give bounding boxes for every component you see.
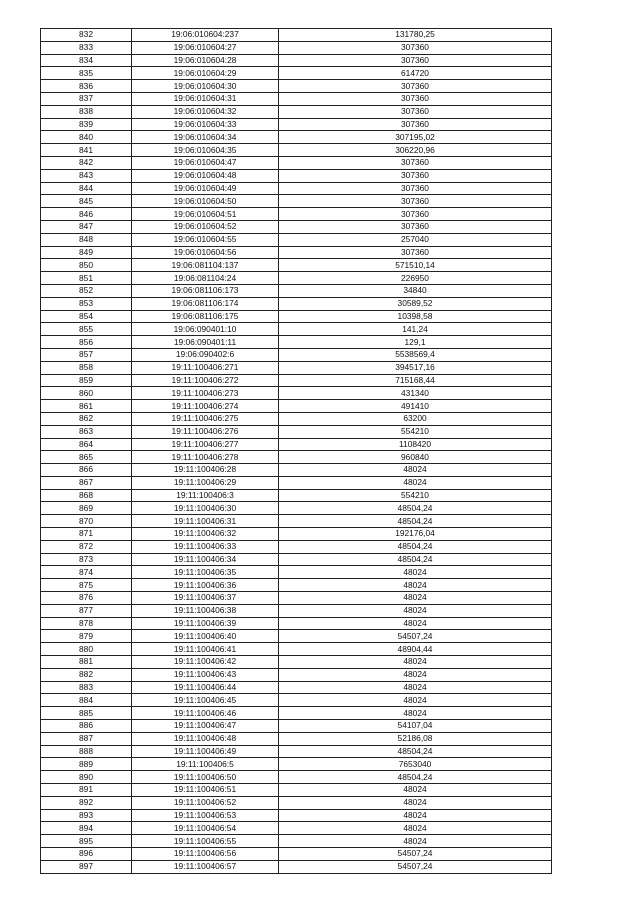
row-number-cell: 891 <box>41 784 132 797</box>
table-row <box>41 656 552 669</box>
row-number-cell: 865 <box>41 451 132 464</box>
row-number-cell: 853 <box>41 297 132 310</box>
value-cell: 48904,44 <box>279 643 552 656</box>
cadastral-number-cell: 19:06:090401:10 <box>132 323 279 336</box>
table-row <box>41 220 552 233</box>
table-row <box>41 720 552 733</box>
table-row <box>41 848 552 861</box>
cadastral-number-cell: 19:06:010604:52 <box>132 220 279 233</box>
value-cell: 48024 <box>279 796 552 809</box>
table-row <box>41 195 552 208</box>
cadastral-number-cell: 19:11:100406:50 <box>132 771 279 784</box>
table-row <box>41 208 552 221</box>
row-number-cell: 839 <box>41 118 132 131</box>
cadastral-number-cell: 19:11:100406:44 <box>132 681 279 694</box>
value-cell: 307360 <box>279 156 552 169</box>
cadastral-number-cell: 19:11:100406:30 <box>132 502 279 515</box>
value-cell: 48504,24 <box>279 553 552 566</box>
value-cell: 54507,24 <box>279 848 552 861</box>
value-cell: 307360 <box>279 80 552 93</box>
table-row <box>41 310 552 323</box>
table-row <box>41 784 552 797</box>
row-number-cell: 849 <box>41 246 132 259</box>
table-row <box>41 732 552 745</box>
value-cell: 48024 <box>279 566 552 579</box>
cadastral-number-cell: 19:11:100406:45 <box>132 694 279 707</box>
row-number-cell: 861 <box>41 400 132 413</box>
table-row <box>41 156 552 169</box>
value-cell: 48024 <box>279 476 552 489</box>
cadastral-number-cell: 19:11:100406:28 <box>132 464 279 477</box>
value-cell: 48024 <box>279 694 552 707</box>
row-number-cell: 873 <box>41 553 132 566</box>
value-cell: 491410 <box>279 400 552 413</box>
row-number-cell: 838 <box>41 105 132 118</box>
row-number-cell: 855 <box>41 323 132 336</box>
table-row <box>41 118 552 131</box>
table-row <box>41 336 552 349</box>
cadastral-number-cell: 19:06:010604:48 <box>132 169 279 182</box>
cadastral-number-cell: 19:06:010604:47 <box>132 156 279 169</box>
row-number-cell: 850 <box>41 259 132 272</box>
cadastral-number-cell: 19:06:081106:174 <box>132 297 279 310</box>
table-row <box>41 246 552 259</box>
value-cell: 307360 <box>279 118 552 131</box>
cadastral-number-cell: 19:11:100406:35 <box>132 566 279 579</box>
table-row <box>41 668 552 681</box>
value-cell: 307195,02 <box>279 131 552 144</box>
value-cell: 48504,24 <box>279 515 552 528</box>
row-number-cell: 896 <box>41 848 132 861</box>
row-number-cell: 860 <box>41 387 132 400</box>
row-number-cell: 837 <box>41 92 132 105</box>
row-number-cell: 841 <box>41 144 132 157</box>
cadastral-number-cell: 19:06:010604:30 <box>132 80 279 93</box>
row-number-cell: 895 <box>41 835 132 848</box>
cadastral-number-cell: 19:06:010604:35 <box>132 144 279 157</box>
row-number-cell: 868 <box>41 489 132 502</box>
table-row <box>41 412 552 425</box>
value-cell: 307360 <box>279 169 552 182</box>
table-row <box>41 131 552 144</box>
value-cell: 307360 <box>279 92 552 105</box>
table-row <box>41 579 552 592</box>
value-cell: 431340 <box>279 387 552 400</box>
row-number-cell: 893 <box>41 809 132 822</box>
value-cell: 715168,44 <box>279 374 552 387</box>
cadastral-number-cell: 19:06:010604:32 <box>132 105 279 118</box>
row-number-cell: 889 <box>41 758 132 771</box>
cadastral-number-cell: 19:11:100406:39 <box>132 617 279 630</box>
row-number-cell: 845 <box>41 195 132 208</box>
cadastral-number-cell: 19:11:100406:54 <box>132 822 279 835</box>
row-number-cell: 851 <box>41 272 132 285</box>
value-cell: 307360 <box>279 208 552 221</box>
value-cell: 306220,96 <box>279 144 552 157</box>
value-cell: 48024 <box>279 656 552 669</box>
table-row <box>41 297 552 310</box>
row-number-cell: 883 <box>41 681 132 694</box>
cadastral-number-cell: 19:11:100406:57 <box>132 860 279 873</box>
cadastral-number-cell: 19:11:100406:32 <box>132 528 279 541</box>
cadastral-number-cell: 19:06:010604:34 <box>132 131 279 144</box>
cadastral-number-cell: 19:11:100406:38 <box>132 604 279 617</box>
cadastral-number-cell: 19:11:100406:51 <box>132 784 279 797</box>
row-number-cell: 857 <box>41 348 132 361</box>
cadastral-number-cell: 19:11:100406:46 <box>132 707 279 720</box>
value-cell: 48024 <box>279 592 552 605</box>
table-row <box>41 400 552 413</box>
value-cell: 54107,04 <box>279 720 552 733</box>
table-row <box>41 476 552 489</box>
row-number-cell: 854 <box>41 310 132 323</box>
value-cell: 48024 <box>279 681 552 694</box>
row-number-cell: 881 <box>41 656 132 669</box>
table-row <box>41 489 552 502</box>
records-table-body <box>41 29 552 874</box>
cadastral-number-cell: 19:06:090402:6 <box>132 348 279 361</box>
table-row <box>41 835 552 848</box>
row-number-cell: 832 <box>41 29 132 42</box>
value-cell: 554210 <box>279 425 552 438</box>
value-cell: 48024 <box>279 668 552 681</box>
value-cell: 571510,14 <box>279 259 552 272</box>
table-row <box>41 822 552 835</box>
table-row <box>41 617 552 630</box>
row-number-cell: 880 <box>41 643 132 656</box>
row-number-cell: 884 <box>41 694 132 707</box>
table-row <box>41 630 552 643</box>
table-row <box>41 553 552 566</box>
row-number-cell: 876 <box>41 592 132 605</box>
value-cell: 1108420 <box>279 438 552 451</box>
row-number-cell: 866 <box>41 464 132 477</box>
value-cell: 141,24 <box>279 323 552 336</box>
row-number-cell: 859 <box>41 374 132 387</box>
value-cell: 257040 <box>279 233 552 246</box>
cadastral-number-cell: 19:11:100406:29 <box>132 476 279 489</box>
value-cell: 131780,25 <box>279 29 552 42</box>
value-cell: 5538569,4 <box>279 348 552 361</box>
row-number-cell: 840 <box>41 131 132 144</box>
value-cell: 394517,16 <box>279 361 552 374</box>
cadastral-number-cell: 19:11:100406:276 <box>132 425 279 438</box>
value-cell: 48024 <box>279 835 552 848</box>
value-cell: 307360 <box>279 105 552 118</box>
table-row <box>41 374 552 387</box>
table-row <box>41 566 552 579</box>
cadastral-number-cell: 19:11:100406:40 <box>132 630 279 643</box>
cadastral-number-cell: 19:06:081106:173 <box>132 284 279 297</box>
cadastral-number-cell: 19:11:100406:37 <box>132 592 279 605</box>
cadastral-number-cell: 19:06:081104:137 <box>132 259 279 272</box>
table-row <box>41 758 552 771</box>
table-row <box>41 92 552 105</box>
records-table <box>40 28 552 874</box>
table-row <box>41 694 552 707</box>
table-row <box>41 272 552 285</box>
value-cell: 554210 <box>279 489 552 502</box>
table-row <box>41 67 552 80</box>
cadastral-number-cell: 19:06:010604:31 <box>132 92 279 105</box>
row-number-cell: 835 <box>41 67 132 80</box>
value-cell: 48024 <box>279 822 552 835</box>
cadastral-number-cell: 19:11:100406:274 <box>132 400 279 413</box>
row-number-cell: 848 <box>41 233 132 246</box>
cadastral-number-cell: 19:11:100406:277 <box>132 438 279 451</box>
cadastral-number-cell: 19:11:100406:49 <box>132 745 279 758</box>
cadastral-number-cell: 19:06:010604:56 <box>132 246 279 259</box>
value-cell: 63200 <box>279 412 552 425</box>
table-row <box>41 182 552 195</box>
value-cell: 960840 <box>279 451 552 464</box>
value-cell: 48024 <box>279 784 552 797</box>
cadastral-number-cell: 19:11:100406:278 <box>132 451 279 464</box>
table-row <box>41 41 552 54</box>
table-row <box>41 144 552 157</box>
table-row <box>41 438 552 451</box>
value-cell: 307360 <box>279 195 552 208</box>
cadastral-number-cell: 19:06:081106:175 <box>132 310 279 323</box>
cadastral-number-cell: 19:11:100406:36 <box>132 579 279 592</box>
cadastral-number-cell: 19:06:010604:29 <box>132 67 279 80</box>
table-row <box>41 771 552 784</box>
value-cell: 10398,58 <box>279 310 552 323</box>
cadastral-number-cell: 19:11:100406:271 <box>132 361 279 374</box>
row-number-cell: 871 <box>41 528 132 541</box>
table-row <box>41 604 552 617</box>
table-row <box>41 425 552 438</box>
row-number-cell: 864 <box>41 438 132 451</box>
row-number-cell: 887 <box>41 732 132 745</box>
table-row <box>41 29 552 42</box>
cadastral-number-cell: 19:11:100406:53 <box>132 809 279 822</box>
table-row <box>41 387 552 400</box>
value-cell: 52186,08 <box>279 732 552 745</box>
row-number-cell: 843 <box>41 169 132 182</box>
value-cell: 226950 <box>279 272 552 285</box>
row-number-cell: 856 <box>41 336 132 349</box>
row-number-cell: 862 <box>41 412 132 425</box>
value-cell: 192176,04 <box>279 528 552 541</box>
row-number-cell: 842 <box>41 156 132 169</box>
table-row <box>41 105 552 118</box>
value-cell: 129,1 <box>279 336 552 349</box>
table-row <box>41 592 552 605</box>
cadastral-number-cell: 19:11:100406:31 <box>132 515 279 528</box>
row-number-cell: 847 <box>41 220 132 233</box>
cadastral-number-cell: 19:11:100406:272 <box>132 374 279 387</box>
value-cell: 307360 <box>279 54 552 67</box>
row-number-cell: 877 <box>41 604 132 617</box>
cadastral-number-cell: 19:06:090401:11 <box>132 336 279 349</box>
cadastral-number-cell: 19:11:100406:273 <box>132 387 279 400</box>
row-number-cell: 858 <box>41 361 132 374</box>
value-cell: 307360 <box>279 41 552 54</box>
value-cell: 54507,24 <box>279 630 552 643</box>
table-row <box>41 528 552 541</box>
table-row <box>41 745 552 758</box>
cadastral-number-cell: 19:11:100406:41 <box>132 643 279 656</box>
table-row <box>41 54 552 67</box>
row-number-cell: 897 <box>41 860 132 873</box>
row-number-cell: 888 <box>41 745 132 758</box>
row-number-cell: 872 <box>41 540 132 553</box>
table-row <box>41 796 552 809</box>
cadastral-number-cell: 19:11:100406:55 <box>132 835 279 848</box>
row-number-cell: 894 <box>41 822 132 835</box>
value-cell: 48504,24 <box>279 502 552 515</box>
table-row <box>41 515 552 528</box>
cadastral-number-cell: 19:06:010604:27 <box>132 41 279 54</box>
row-number-cell: 879 <box>41 630 132 643</box>
cadastral-number-cell: 19:06:081104:24 <box>132 272 279 285</box>
cadastral-number-cell: 19:06:010604:33 <box>132 118 279 131</box>
value-cell: 307360 <box>279 220 552 233</box>
table-row <box>41 323 552 336</box>
table-row <box>41 540 552 553</box>
row-number-cell: 885 <box>41 707 132 720</box>
cadastral-number-cell: 19:11:100406:5 <box>132 758 279 771</box>
table-row <box>41 348 552 361</box>
value-cell: 48024 <box>279 809 552 822</box>
cadastral-number-cell: 19:06:010604:51 <box>132 208 279 221</box>
row-number-cell: 870 <box>41 515 132 528</box>
value-cell: 48504,24 <box>279 540 552 553</box>
value-cell: 307360 <box>279 182 552 195</box>
row-number-cell: 874 <box>41 566 132 579</box>
cadastral-number-cell: 19:06:010604:55 <box>132 233 279 246</box>
cadastral-number-cell: 19:11:100406:33 <box>132 540 279 553</box>
cadastral-number-cell: 19:11:100406:42 <box>132 656 279 669</box>
table-row <box>41 643 552 656</box>
table-row <box>41 502 552 515</box>
row-number-cell: 836 <box>41 80 132 93</box>
row-number-cell: 833 <box>41 41 132 54</box>
row-number-cell: 852 <box>41 284 132 297</box>
value-cell: 48504,24 <box>279 771 552 784</box>
value-cell: 30589,52 <box>279 297 552 310</box>
cadastral-number-cell: 19:11:100406:275 <box>132 412 279 425</box>
table-row <box>41 464 552 477</box>
table-row <box>41 707 552 720</box>
row-number-cell: 834 <box>41 54 132 67</box>
value-cell: 48024 <box>279 617 552 630</box>
row-number-cell: 882 <box>41 668 132 681</box>
value-cell: 34840 <box>279 284 552 297</box>
cadastral-number-cell: 19:11:100406:43 <box>132 668 279 681</box>
cadastral-number-cell: 19:11:100406:56 <box>132 848 279 861</box>
row-number-cell: 890 <box>41 771 132 784</box>
table-row <box>41 233 552 246</box>
table-row <box>41 681 552 694</box>
cadastral-number-cell: 19:11:100406:52 <box>132 796 279 809</box>
cadastral-number-cell: 19:11:100406:34 <box>132 553 279 566</box>
cadastral-number-cell: 19:11:100406:47 <box>132 720 279 733</box>
row-number-cell: 863 <box>41 425 132 438</box>
cadastral-number-cell: 19:06:010604:28 <box>132 54 279 67</box>
row-number-cell: 892 <box>41 796 132 809</box>
cadastral-number-cell: 19:11:100406:48 <box>132 732 279 745</box>
row-number-cell: 844 <box>41 182 132 195</box>
cadastral-number-cell: 19:11:100406:3 <box>132 489 279 502</box>
cadastral-number-cell: 19:06:010604:237 <box>132 29 279 42</box>
row-number-cell: 878 <box>41 617 132 630</box>
table-row <box>41 451 552 464</box>
value-cell: 7653040 <box>279 758 552 771</box>
value-cell: 48024 <box>279 464 552 477</box>
table-row <box>41 860 552 873</box>
value-cell: 48024 <box>279 707 552 720</box>
row-number-cell: 869 <box>41 502 132 515</box>
value-cell: 48504,24 <box>279 745 552 758</box>
table-row <box>41 284 552 297</box>
row-number-cell: 886 <box>41 720 132 733</box>
row-number-cell: 867 <box>41 476 132 489</box>
value-cell: 614720 <box>279 67 552 80</box>
value-cell: 48024 <box>279 604 552 617</box>
value-cell: 307360 <box>279 246 552 259</box>
table-row <box>41 809 552 822</box>
cadastral-number-cell: 19:06:010604:50 <box>132 195 279 208</box>
table-row <box>41 169 552 182</box>
row-number-cell: 846 <box>41 208 132 221</box>
cadastral-number-cell: 19:06:010604:49 <box>132 182 279 195</box>
value-cell: 54507,24 <box>279 860 552 873</box>
value-cell: 48024 <box>279 579 552 592</box>
table-row <box>41 259 552 272</box>
table-row <box>41 80 552 93</box>
row-number-cell: 875 <box>41 579 132 592</box>
table-row <box>41 361 552 374</box>
